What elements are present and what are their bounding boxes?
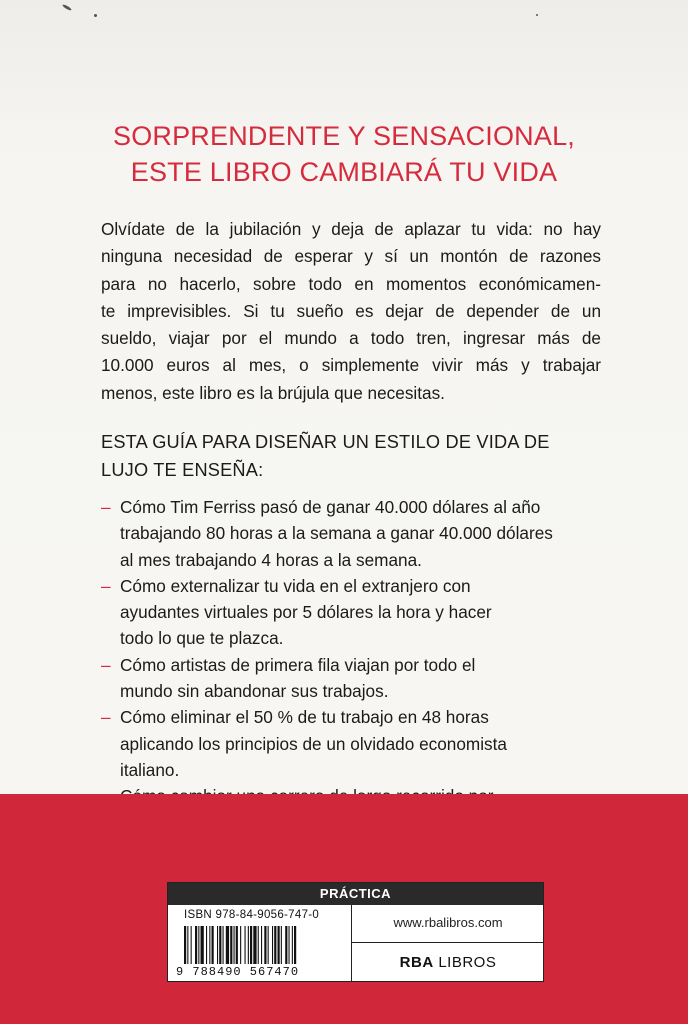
guide-heading-line: LUJO TE ENSEÑA: bbox=[101, 460, 264, 480]
barcode-box bbox=[167, 882, 544, 982]
barcode-bar bbox=[230, 926, 232, 964]
barcode-bar bbox=[281, 926, 282, 964]
bullet-line: aplicando los principios de un olvidado economista bbox=[120, 733, 507, 754]
barcode-bar bbox=[184, 926, 186, 964]
intro-line: sueldo, viajar por el mundo a todo tren, ingresar más de bbox=[101, 328, 601, 349]
barcode-bar bbox=[195, 926, 197, 964]
bullet-item bbox=[101, 573, 621, 652]
bullet-line: Cómo artistas de primera fila viajan por todo el bbox=[120, 654, 476, 675]
bullet-item bbox=[101, 704, 621, 783]
headline-line-1: SORPRENDENTE Y SENSACIONAL, bbox=[112, 121, 576, 151]
intro-line: menos, este libro es la brújula que necesitas. bbox=[101, 382, 445, 403]
bullet-line: Cómo Tim Ferriss pasó de ganar 40.000 dólares al año bbox=[120, 497, 541, 517]
intro-line: ninguna necesidad de esperar y sí un montón de razones bbox=[101, 246, 601, 267]
bullet-dash: – bbox=[101, 654, 111, 675]
barcode-bar bbox=[292, 926, 293, 964]
barcode-bar bbox=[187, 926, 188, 964]
barcode-bar bbox=[274, 926, 276, 964]
barcode-bar bbox=[219, 926, 221, 964]
guide-heading-line: ESTA GUÍA PARA DISEÑAR UN ESTILO DE VIDA DE bbox=[101, 432, 550, 452]
barcode-bar bbox=[285, 926, 287, 964]
barcode-bar bbox=[272, 926, 273, 964]
publisher-name-rest: LIBROS bbox=[433, 954, 497, 971]
bullet-line: Cómo externalizar tu vida en el extranjero con bbox=[120, 575, 471, 596]
barcode-bar bbox=[217, 926, 218, 964]
barcode-bar bbox=[258, 926, 259, 964]
bullet-list bbox=[101, 494, 621, 810]
intro-line: para no hacerlo, sobre todo en momentos económicamen- bbox=[101, 273, 601, 294]
bullet-line: al mes trabajando 4 horas a la semana. bbox=[120, 549, 422, 570]
barcode-bar bbox=[201, 926, 204, 964]
bullet-dash: – bbox=[101, 707, 111, 728]
barcode-bar bbox=[278, 926, 280, 964]
intro-line: 10.000 euros al mes, o simplemente vivir más y trabajar bbox=[101, 355, 601, 376]
bullet-line: Cómo eliminar el 50 % de tu trabajo en 48 horas bbox=[120, 707, 489, 728]
barcode-bar bbox=[206, 926, 207, 964]
barcode-bar bbox=[264, 926, 266, 964]
barcode-bar bbox=[240, 926, 241, 964]
publisher-name-bold: RBA bbox=[399, 954, 434, 971]
publisher-url: www.rbalibros.com bbox=[393, 915, 503, 930]
barcode-bar bbox=[250, 926, 252, 964]
bullet-line: ayudantes virtuales por 5 dólares la hora y hacer bbox=[120, 602, 492, 623]
barcode-bar bbox=[223, 926, 224, 964]
bullet-line: mundo sin abandonar sus trabajos. bbox=[120, 681, 389, 702]
bullet-line: todo lo que te plazca. bbox=[120, 628, 284, 649]
bullet-item bbox=[101, 494, 621, 573]
barcode-bar bbox=[226, 926, 229, 964]
isbn-text: ISBN 978-84-9056-747-0 bbox=[184, 909, 320, 921]
series-label: PRÁCTICA bbox=[168, 883, 543, 905]
barcode-bar bbox=[248, 926, 249, 964]
barcode-digits: 9 788490 567470 bbox=[176, 965, 300, 979]
barcode-bar bbox=[268, 926, 269, 964]
barcode-icon bbox=[184, 926, 350, 964]
publisher-name bbox=[352, 954, 544, 971]
intro-line: Olvídate de la jubilación y deja de aplazar tu vida: no hay bbox=[101, 219, 601, 239]
bullet-line: italiano. bbox=[120, 759, 180, 780]
barcode-divider bbox=[351, 942, 544, 943]
bullet-item bbox=[101, 652, 621, 705]
barcode-bar bbox=[294, 926, 296, 964]
bullet-line: trabajando 80 horas a la semana a ganar 40.000 dólares bbox=[120, 523, 553, 544]
barcode-bar bbox=[212, 926, 214, 964]
barcode-bar bbox=[253, 926, 256, 964]
barcode-bar bbox=[234, 926, 235, 964]
barcode-bar bbox=[245, 926, 246, 964]
bullet-dash: – bbox=[101, 575, 111, 596]
barcode-bar bbox=[209, 926, 210, 964]
headline-line-2: ESTE LIBRO CAMBIARÁ TU VIDA bbox=[130, 157, 558, 187]
intro-line: te imprevisibles. Si tu sueño es dejar de depender de un bbox=[101, 300, 601, 321]
barcode-bar bbox=[236, 926, 238, 964]
barcode-bar bbox=[261, 926, 262, 964]
barcode-bar bbox=[191, 926, 192, 964]
barcode-bar bbox=[198, 926, 199, 964]
bullet-dash: – bbox=[101, 497, 111, 517]
barcode-bar bbox=[289, 926, 290, 964]
